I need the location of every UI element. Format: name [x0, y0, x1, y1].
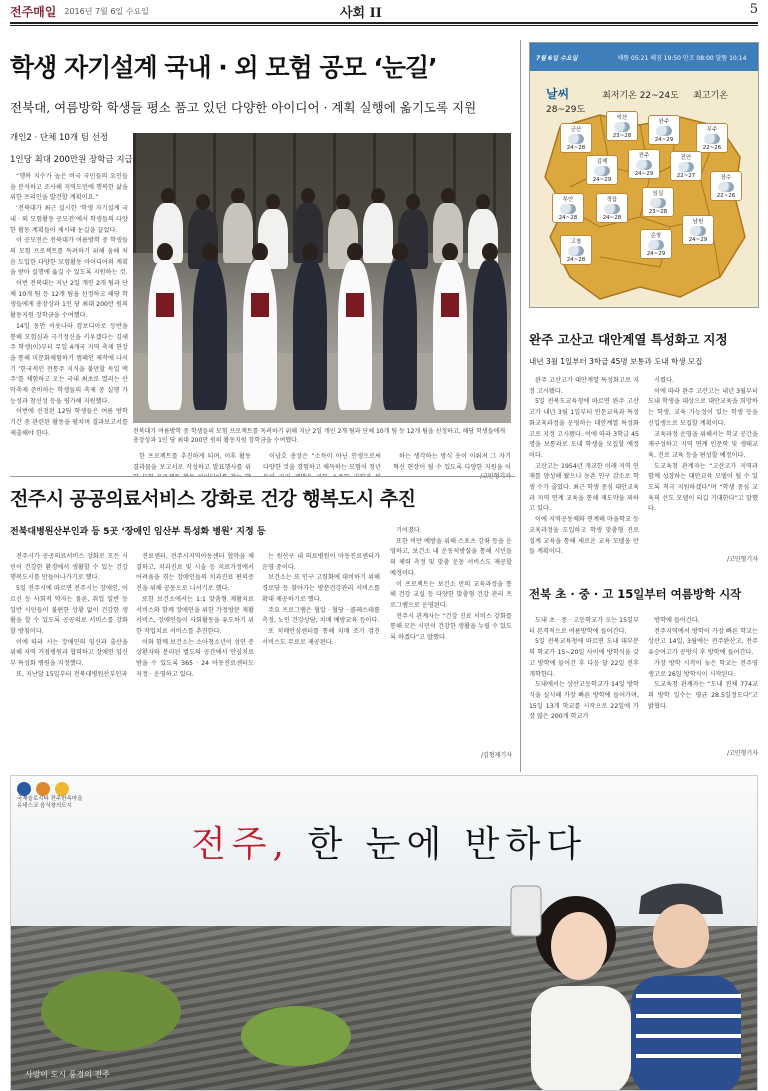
paragraph: 또한 비만 예방을 위해 스포츠 강좌 등을 운영하고, 보건소 내 운동처방실을 통해 시민들의 체력 측정 및 맞춤 운동 서비스도 제공할 예정이다. [390, 537, 512, 577]
cloud-icon [656, 126, 672, 136]
article1-body-cont2 [263, 452, 381, 476]
cloud-icon [648, 240, 664, 250]
section-title: 사회 II [340, 6, 382, 21]
article4-subhead: 전북대병원산부인과 등 5곳 ‘장애인 임산부 특성화 병원’ 지정 등 [10, 527, 266, 537]
article2-headline: 완주 고산고 대안계열 특성화고 지정 [529, 332, 728, 347]
article3-body-right [648, 616, 758, 746]
paragraph: 또, 지난달 15일부터 전북대병원산부인과 [16, 670, 128, 678]
article4-col4 [390, 526, 512, 746]
paragraph: 이에 따라 시는 장애인의 임신과 출산을 위해 지역 거점병원과 협력하고 장애인 임신부 특성화 병원을 지정했다. [10, 638, 128, 668]
cloud-icon [636, 160, 652, 170]
cloud-icon [704, 134, 720, 144]
person-body [338, 260, 372, 410]
trees [41, 971, 181, 1051]
paragraph: 도내에서는 상산고등학교가 14일 방학식을 실시해 가장 빠른 방학에 들어가며, 15일 13개 학교를 시작으로 22일에 가장 많은 200개 학교가 [529, 681, 639, 721]
article1-tag-scholarship: 1인당 최대 200만원 장학금 지급 [10, 155, 133, 165]
cloud-icon [614, 122, 630, 132]
paragraph: 도교육청 관계자는 “고산고가 지역과 함께 성장하는 대안교육 모델이 될 수 있도록 적극 지원하겠다”며 “학생 중심 교육의 선도 모델이 되길 기대한다”고 말했다. [648, 462, 758, 513]
person-body [473, 260, 507, 410]
person-head [476, 194, 490, 210]
person-body [223, 203, 253, 263]
person-body [243, 260, 277, 410]
article4-col2 [136, 552, 254, 768]
section-divider [10, 476, 515, 477]
article1-photo-caption: 전북대가 여름방학 중 학생들의 모험 프로젝트를 독려하기 위해 지난 2일 개인 2개 팀과 단체 10개 팀 등 12개 팀을 선정하고, 해당 학생들에게 총장상과 1인 당 최대 200만 원의 활동지원 장학금을 수여했다. [133, 428, 506, 444]
paragraph: 5일 전북도교육청에 따르면 완주 고산고가 내년 3월 1일부터 인문교육과 특성화교육과정을 운영하는 대안계열 특성화고로 지정 고시됐다. 이에 따라 3학급 45명을 보통과로 도내 학생을 모집할 예정이다. [529, 398, 639, 459]
ad-slogan [191, 816, 587, 867]
article3-byline: /고민형기자 [726, 750, 758, 757]
paragraph: 방학에 들어간다. [654, 617, 700, 624]
weather-box [529, 42, 759, 308]
paragraph: 이번에 선정된 12팀 학생들은 여름 방학 기간 중 관련된 활동을 펼치며 결과보고서를 제출해야 한다. [10, 408, 128, 437]
person-head [252, 243, 268, 261]
city-muju: 무주 22~26 [696, 123, 728, 153]
person-head [392, 243, 408, 261]
weather-sun-info: 해뜸 05:21 해짐 19:50 만조 08:00 달뜸 10:14 [617, 54, 747, 62]
unesco-logo-icon [17, 782, 31, 796]
paragraph: 전주시가 공공의료서비스 강화로 모든 시민이 건강한 환경에서 생활할 수 있는 건강 행복도시를 만들어나가기로 했다. [10, 553, 128, 582]
weather-header-bar [530, 43, 758, 71]
city-gimje: 김제 24~29 [586, 155, 618, 185]
ad-logos [17, 782, 83, 810]
trees [241, 1006, 351, 1066]
paragraph: 교육과정 운영을 위해서는 학교 공간을 재구성하고 지역 연계 인문학 및 생태교육, 진로 교육 등을 편성할 예정이다. [648, 430, 758, 459]
article3-body-left [529, 616, 639, 766]
cloud-icon [604, 204, 620, 214]
paragraph: 주요 프로그램은 혈압 · 혈당 · 콜레스테롤 측정, 노인 건강상담, 치매 예방교육 등이다. [262, 606, 380, 625]
person-head [347, 243, 363, 261]
person-body [363, 203, 393, 263]
paragraph: 이번 전북대는 지난 2일 개인 2개 팀과 단체 10개 팀 등 12개 팀을 선정하고 해당 학생들에게 총장상과 1인 당 최대 200만 원의 활동지원 장학금을 수여했다. [10, 280, 128, 320]
city-imsil: 임실 23~28 [642, 187, 674, 217]
page-number: 5 [749, 2, 758, 17]
person-head [371, 188, 385, 204]
city-jeongeup: 정읍 24~28 [596, 193, 628, 223]
paragraph: 이 공모전은 전북대가 여름방학 중 학생들의 모험 프로젝트를 독려하기 위해 올해 처음 도입한 다양한 모험활동 아이디어와 계획을 받아 실행에 옮길 수 있도록 지원하는 것. [10, 237, 128, 277]
paragraph: 보건소는 또 인구 고령화에 대비하기 위해 경로당 등 찾아가는 방문건강관리 서비스를 확대 제공하기로 했다. [262, 574, 380, 603]
paragraph: 하는 생각하는 방식 옷이 이뤄져 그 자기 혁신 현장이 될 수 있도록 다양한 지원을 이 [393, 453, 511, 471]
weather-date: 7월 6일 수요일 [536, 54, 578, 62]
ad-slogan-city: 전주, [191, 824, 290, 865]
person-head [406, 194, 420, 210]
certificate-folder [441, 293, 459, 317]
certificate-folder [251, 293, 269, 317]
weather-high: 최고기온 28~29도 [546, 91, 728, 115]
person-body [433, 260, 467, 410]
weather-low: 최저기온 22~24도 [602, 91, 679, 101]
tourism-advertisement [10, 775, 758, 1091]
city-gochang: 고창 24~28 [560, 235, 592, 265]
paragraph: 가장 방학 시작이 늦은 학교는 전주영생고로 26일 방학식이 시작된다. [648, 659, 758, 678]
certificate-folder [156, 293, 174, 317]
cloud-icon [568, 134, 584, 144]
city-iksan: 익산 23~28 [606, 111, 638, 141]
person-head [161, 188, 175, 204]
paragraph: 시켰다. [654, 377, 674, 384]
paragraph: 이 프로젝트는 보건소 만의 교육과정을 통해 건강 교실 등 다양한 맞춤형 건강 관리 프로그램으로 운영된다. [390, 580, 512, 609]
city-sunchang: 순창 24~29 [640, 229, 672, 259]
paragraph: 5일 전북교육청에 따르면 도내 대부분의 학교가 15~20일 사이에 방학식을 갖고 방학에 들어간 후 다음 달 22일 전후 개학한다. [529, 638, 639, 678]
paragraph: 이와 함께 보건소는 소아청소년이 성인 증상환자와 분리된 별도의 공간에서 안심치료 받을 수 있도록 365 · 24 아동진료센터도 지정 · 운영하고 있다. [136, 638, 254, 678]
article4-byline: /김형재기자 [480, 752, 512, 759]
food-city-logo-icon [55, 782, 69, 796]
masthead-rule-thin [10, 25, 758, 26]
paragraph: 도교육청 관계자는 “도내 전체 774교의 방학 일수는 평균 28.5일정도다”고 밝혔다. [648, 681, 758, 710]
person-head [196, 194, 210, 210]
person-head [157, 243, 173, 261]
city-jeonju: 전주 24~29 [628, 149, 660, 179]
city-buan: 부안 24~28 [552, 193, 584, 223]
paragraph: 기어졌다. [396, 527, 422, 534]
person-head [231, 188, 245, 204]
article1-body [10, 172, 128, 472]
cloud-icon [650, 198, 666, 208]
article2-subhead: 내년 3월 1일부터 3학급 45명 보통과 도내 학생 모집 [529, 357, 703, 366]
paragraph: 전주시 관계자는 “건강 진료 서비스 강화를 통해 모든 시민이 건강한 생활을 누릴 수 있도록 하겠다”고 말했다. [390, 612, 512, 642]
paragraph: 고산고는 1954년 개교한 이래 지역 인재를 양성해 왔으나 농촌 인구 감소로 학생 수가 줄었다. 최근 학생 중심 대안교육과 지역 연계 교육을 통해 재도약을 꾀하고 있다. [529, 462, 639, 513]
city-gunsan: 군산 24~28 [560, 123, 592, 153]
paragraph: 는 원산구 내 의료병원이 아동진료센터가 운영 중이다. [262, 553, 380, 571]
paragraph: 진료센터, 전주시지역아동센터 협약을 체결하고, 치과진료 및 시술 등 치료가정에서 어려움을 겪는 장애인들의 치과진료 편의증진을 위해 공동으로 나서기로 했다. [136, 553, 254, 593]
cloud-icon [560, 204, 576, 214]
ad-slogan-text: 한 눈에 반하다 [307, 824, 587, 865]
person-head [482, 243, 498, 261]
masthead [10, 0, 758, 22]
paragraph: 이남호 총장은 “소득이 아닌 인생으로써 다양한 것을 경험하고 체득하는 모험이 청년 [263, 453, 381, 471]
paragraph: 완주 고산고가 대안계열 특성화고로 지정 고시됐다. [529, 377, 639, 395]
paragraph: 도내 초 · 중 · 고등학교가 오는 15일부터 본격적으로 여름방학에 들어간다. [529, 617, 639, 635]
paragraph: 이에 따라 완주 고산고는 내년 3월부터 도내 학생을 대상으로 대안교육을 희망하는 학생, 교육 가능성이 있는 학생 등을 신입생으로 모집할 계획이다. [648, 387, 758, 427]
newspaper-name: 전주매일 [10, 4, 57, 19]
paragraph: 또 치매안심센터를 통해 치매 조기 검진 서비스도 무료로 제공된다. [262, 627, 380, 646]
ad-org-line1: 국제슬로시티 전주한옥마을 [17, 796, 83, 802]
issue-date: 2016년 7월 6일 수요일 [64, 6, 149, 16]
cloud-icon [718, 182, 734, 192]
article4-col1 [10, 552, 128, 768]
city-jinan: 진안 22~27 [670, 151, 702, 181]
article1-tag-teams: 개인2 · 단체 10개 팀 선정 [10, 133, 109, 143]
paragraph: ‘전북대가 최근 실시한 ‘학생 자기설계 국내 · 외 모험활동 공모전’에서 학생들의 다양한 활동 계획들이 제시돼 눈길을 끌었다. [10, 205, 128, 234]
certificate-folder [346, 293, 364, 317]
paragraph: “행복 지수가 높은 비국 국민들의 요인들을 분석하고 조사해 지역도민에 행복한 삶을 위한 프리인을 발견할 계획이요.” [10, 173, 128, 202]
ad-org-line2: 유네스코 음식창의도시 [17, 803, 72, 809]
article4-headline: 전주시 공공의료서비스 강화로 건강 행복도시 추진 [10, 488, 416, 510]
masthead-rule [10, 22, 758, 24]
couple-selfie-illustration [491, 866, 751, 1091]
article1-body-cont1 [133, 452, 251, 476]
paragraph: 5일 전주시에 따르면 전주시는 장애인, 어르신 등 사회적 약자는 물론, 취업 일반 등 일반 시민들이 불편한 상황 없이 건강한 생활을 할 수 있도록 공공의료 서비스를 강화할 방침이다. [10, 585, 128, 635]
slowcity-logo-icon [36, 782, 50, 796]
article2-body-right [648, 376, 758, 552]
person-head [336, 194, 350, 210]
article4-col3 [262, 552, 380, 768]
article1-body-cont3 [393, 452, 511, 472]
person-body [293, 260, 327, 410]
paragraph: 전주지역에서 방학이 가장 빠른 학교는 상산고 14일, 3월에는 전주완산고, 전주유승여고가 공방식 후 방학에 들어간다. [648, 627, 758, 657]
paragraph: 한 프로젝트를 추진하게 되며, 이후 활동 결과물을 보고서로 작성하고 발표행사를 위 [133, 453, 251, 471]
article2-byline: /고민형기자 [726, 556, 758, 563]
cloud-icon [568, 246, 584, 256]
article1-subhead: 전북대, 여름방학 학생들 평소 품고 있던 다양한 아이디어 · 계획 실행에 옮기도록 지원 [10, 100, 477, 115]
article1-headline: 학생 자기설계 국내 · 외 모험 공모 ‘눈길’ [10, 53, 437, 82]
paragraph: 또한 보건소에서는 1:1 맞춤형 재활치료서비스와 함께 장애인을 위한 가정방문 재활서비스, 장애인들이 사회활동을 유도하기 위한 작업치료 서비스를 추진한다. [136, 595, 254, 635]
ad-photo-caption: 사랑이 도시 풍경의 전주 [25, 1070, 110, 1079]
person-head [301, 188, 315, 204]
column-divider [520, 40, 521, 772]
person-head [442, 243, 458, 261]
person-body [148, 260, 182, 410]
person-body [383, 260, 417, 410]
article3-headline: 전북 초 · 중 · 고 15일부터 여름방학 시작 [529, 587, 742, 601]
person-head [266, 194, 280, 210]
person-head [441, 188, 455, 204]
paragraph: 이에 지역공동체와 연계해 마을학교 등 교육과정을 도입하고 학생 맞춤형 진로 설계 교육을 통해 새로운 교육 모델을 만들 계획이다. [529, 516, 639, 556]
city-wanju: 완주 24~29 [648, 115, 680, 145]
person-body [193, 260, 227, 410]
person-head [302, 243, 318, 261]
city-jangsu: 장수 22~26 [710, 171, 742, 201]
cloud-icon [594, 166, 610, 176]
city-namwon: 남원 24~29 [682, 215, 714, 245]
person-head [202, 243, 218, 261]
weather-today-label: 날씨 [546, 87, 570, 101]
article2-body-left [529, 376, 639, 572]
paragraph: 14일 동안 이웃나라 캄보디아로 등반을 통해 모험심과 극기정신을 키우겠다는 김세주 학생(이)부터 무일 4개국 지역 축제 현장을 통해 미문화체험하기 캠페인 제작에 나서기 ‘한국적인 전통주 지식을 불만할 독일 맥주’를 체험하고 오는 국내 최초로 열리는 산악축제 준비하는 학생들의 축제 중 실행 가능성과 참신성 등을 평가해 지원했다. [10, 322, 128, 405]
cloud-icon [690, 226, 706, 236]
cloud-icon [678, 162, 694, 172]
group-photo [133, 133, 511, 423]
